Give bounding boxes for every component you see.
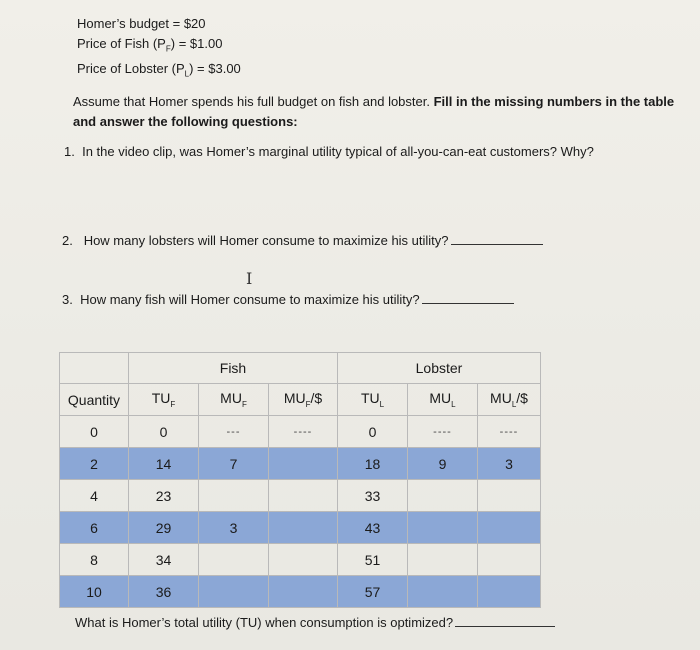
- question-1: 1. In the video clip, was Homer’s marginal utility typical of all-you-can-eat customers? Why?: [64, 144, 594, 159]
- fish-price-line: Price of Fish $(P_F)$ = $1.00: [77, 35, 223, 54]
- quantity-header: Quantity: [60, 384, 129, 416]
- mu-per-dollar-lobster-header: $MU_L/\$$: [478, 384, 541, 416]
- mu-fish-header: $MU_F$: [199, 384, 269, 416]
- lobster-group-header: Lobster: [338, 353, 541, 384]
- tu-fish-header: $TU_F$: [129, 384, 199, 416]
- final-question: What is Homer’s total utility (TU) when consumption is optimized?: [75, 615, 555, 630]
- table-column-header: [60, 384, 541, 416]
- answer-blank-3[interactable]: [422, 292, 514, 304]
- fish-group-header: Fish: [129, 353, 338, 384]
- table-row: 10 36 57: [60, 576, 541, 608]
- given-values: [77, 14, 241, 84]
- table-row: 4 23 33: [60, 480, 541, 512]
- table-row: 0 0 --- ---- 0 ---- ----: [60, 416, 541, 448]
- table-row: 2 14 7 18 9 3: [60, 448, 541, 480]
- answer-blank-2[interactable]: [451, 233, 543, 245]
- instructions: Assume that Homer spends his full budget on fish and lobster. Fill in the missing numbers in the table and answer the following questions:: [73, 94, 675, 129]
- utility-table: [59, 352, 541, 608]
- lobster-price-line: Price of Lobster $(P_L)$ = $3.00: [77, 60, 241, 79]
- answer-blank-final[interactable]: [455, 615, 555, 627]
- tu-lobster-header: $TU_L$: [338, 384, 408, 416]
- mu-per-dollar-fish-header: $MU_F/\$$: [269, 384, 338, 416]
- table-row: 8 34 51: [60, 544, 541, 576]
- mu-lobster-header: $MU_L$: [408, 384, 478, 416]
- table-row: 6 29 3 43: [60, 512, 541, 544]
- table-group-header: [60, 353, 541, 384]
- question-3: 3. How many fish will Homer consume to maximize his utility?: [62, 292, 514, 307]
- question-2: 2. How many lobsters will Homer consume to maximize his utility?: [62, 233, 543, 248]
- budget-line: Homer’s budget = $20: [77, 16, 206, 31]
- text-cursor-icon: I: [246, 269, 253, 288]
